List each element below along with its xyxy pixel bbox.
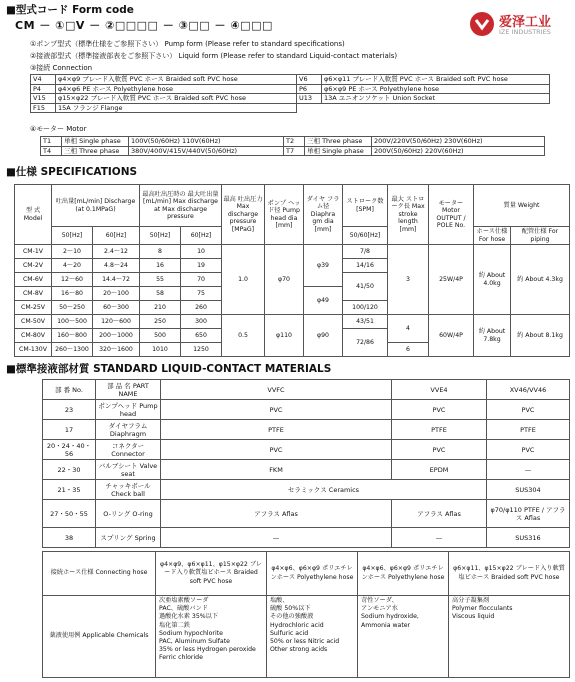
cell-d50: 12～60	[52, 273, 93, 287]
chem-line: アンモニア水	[361, 605, 398, 613]
table-row	[41, 137, 545, 147]
table-row	[31, 75, 550, 85]
chemicals-vvfc	[156, 596, 267, 678]
chem-line: 硫酸 50%以下	[270, 605, 311, 613]
table-row	[31, 103, 550, 113]
chem-line: 次亜塩素酸ソーダ	[159, 597, 209, 604]
cell-m50: 250	[140, 315, 181, 329]
cell-motor: 60W/4P	[429, 315, 474, 357]
cell-d50: 2～10	[52, 245, 93, 259]
col-part-no: 部 番 No.	[43, 380, 96, 400]
cell-m60: 19	[181, 259, 222, 273]
logo-text: 爱泽工业	[499, 15, 552, 30]
chem-line: Sulfuric acid	[270, 629, 309, 637]
cell-model: CM-6V	[15, 273, 52, 287]
cell-vve4: —	[392, 528, 487, 548]
cell-vvfc: アフラス Aflas	[161, 500, 392, 528]
cell-model: CM-50V	[15, 315, 52, 329]
cell-d60: 200～1000	[93, 329, 140, 343]
cell-vvfc-vve4: セラミックス Ceramics	[161, 480, 487, 500]
cell-part-name: ダイヤフラム Diaphragm	[96, 420, 161, 440]
conn-desc: 13A ユニオンソケット Union Socket	[322, 94, 550, 104]
cell-vvfc: PTFE	[161, 420, 392, 440]
cell-d50: 100～500	[52, 315, 93, 329]
conn-desc: 15A フランジ Flange	[56, 103, 297, 113]
cell-part-name: O-リング O-ring	[96, 500, 161, 528]
table-row	[43, 440, 570, 460]
col-60hz: 60[Hz]	[93, 227, 140, 245]
chem-line: PAC、硫酸バンド	[159, 605, 208, 613]
chem-line: Other strong acids	[270, 646, 328, 654]
conn-code: V6	[297, 75, 322, 85]
cell-d60: 2.4～12	[93, 245, 140, 259]
motor-voltage: 200V(50/60Hz) 220V(60Hz)	[372, 146, 545, 156]
cell-vvfc: PVC	[161, 400, 392, 420]
cell-vve4: PVC	[392, 440, 487, 460]
cell-diaphragm: φ90	[304, 315, 343, 357]
motor-code: T7	[284, 146, 305, 156]
motor-code: T1	[41, 137, 62, 147]
chem-line: Sodium hypochlorite	[159, 629, 223, 637]
chem-line: 苛性ソーダ、	[361, 597, 398, 604]
chem-line: PAC, Aluminum Sulfate	[159, 638, 230, 646]
connection-table	[30, 74, 550, 113]
cell-xv46: SUS304	[487, 480, 570, 500]
logo-mark-icon	[470, 12, 494, 36]
cell-xv46: PVC	[487, 400, 570, 420]
cell-weight-hose: 約 About 4.0kg	[474, 245, 511, 315]
cell-m50: 500	[140, 329, 181, 343]
col-weight: 質量 Weight	[474, 185, 570, 227]
cell-part-name: コネクター Connector	[96, 440, 161, 460]
cell-xv46: φ70/φ110 PTFE / アフラス Aflas	[487, 500, 570, 528]
cell-d50: 50～250	[52, 301, 93, 315]
col-50hz: 50[Hz]	[52, 227, 93, 245]
conn-hose-vvfc: φ4×φ9、φ6×φ11、φ15×φ22 ブレード入り軟質塩ビホース Braided soft PVC hose	[156, 552, 267, 596]
formcode-item-motor: ④モーター Motor	[30, 125, 87, 133]
table-row	[43, 480, 570, 500]
spec-table	[14, 184, 570, 357]
chemicals-acid	[267, 596, 358, 678]
chem-line: その他の強酸液	[270, 613, 314, 621]
cell-pump-head: φ110	[265, 315, 304, 357]
table-row	[41, 146, 545, 156]
cell-part-name: バルブシート Valve seat	[96, 460, 161, 480]
formcode-title: ■型式コード Form code	[6, 4, 134, 16]
conn-code: V15	[31, 94, 56, 104]
cell-model: CM-2V	[15, 259, 52, 273]
cell-m50: 55	[140, 273, 181, 287]
empty-cell	[322, 103, 550, 113]
cell-part-name: ポンプヘッド Pump head	[96, 400, 161, 420]
chem-line: Polymer flocculants	[452, 605, 513, 613]
cell-stroke-length: 6	[388, 343, 429, 357]
cell-stroke-length: 4	[388, 315, 429, 343]
chem-line: Sodium hydroxide,	[361, 613, 419, 621]
conn-code: V4	[31, 75, 56, 85]
hose-chemicals-table	[42, 551, 570, 678]
table-row	[43, 500, 570, 528]
cell-weight-piping: 約 About 8.1kg	[511, 315, 570, 357]
chemicals-xv46	[449, 596, 570, 678]
col-stroke-length: 最大 ストローク長 Max stroke length [mm]	[388, 185, 429, 245]
cell-m60: 10	[181, 245, 222, 259]
motor-voltage: 200V/220V(50/60Hz) 230V(60Hz)	[372, 137, 545, 147]
col-motor: モーター Motor OUTPUT / POLE No.	[429, 185, 474, 245]
cell-m60: 70	[181, 273, 222, 287]
conn-hose-vve4: φ4×φ6、φ6×φ9 ポリエチレンホース Polyethylene hose	[358, 552, 449, 596]
materials-table	[42, 379, 570, 548]
motor-phase: 三相 Three phase	[305, 137, 372, 147]
cell-m50: 1010	[140, 343, 181, 357]
motor-phase: 単相 Single phase	[305, 146, 372, 156]
cell-vve4: PVC	[392, 400, 487, 420]
col-5060hz: 50/60[Hz]	[343, 227, 388, 245]
cell-d50: 160～800	[52, 329, 93, 343]
cell-model: CM-25V	[15, 301, 52, 315]
cell-weight-hose: 約 About 7.8kg	[474, 315, 511, 357]
cell-part-name: スプリング Spring	[96, 528, 161, 548]
cell-part-no: 23	[43, 400, 96, 420]
cell-d50: 16～80	[52, 287, 93, 301]
chem-line: 50% or less Nitric acid	[270, 638, 340, 646]
conn-code: P6	[297, 84, 322, 94]
cell-d60: 14.4～72	[93, 273, 140, 287]
cell-d60: 60～300	[93, 301, 140, 315]
formcode-item-pump: ①ポンプ型式（標準仕様をご参照下さい） Pump form (Please refer to standard specifications)	[30, 40, 345, 48]
motor-code: T2	[284, 137, 305, 147]
conn-hose-pe: φ4×φ6、φ6×φ9 ポリエチレンホース Polyethylene hose	[267, 552, 358, 596]
conn-desc: φ4×φ6 PE ホース Polyethylene hose	[56, 84, 297, 94]
conn-desc: φ6×φ9 PE ホース Polyethylene hose	[322, 84, 550, 94]
col-for-piping: 配管仕様 For piping	[511, 227, 570, 245]
cell-d60: 320～1600	[93, 343, 140, 357]
cell-part-no: 20・24・40・56	[43, 440, 96, 460]
motor-voltage: 100V(50/60Hz) 110V(60Hz)	[129, 137, 284, 147]
materials-title: ■標準接液部材質 STANDARD LIQUID-CONTACT MATERIALS	[6, 363, 332, 375]
cell-stroke: 41/50	[343, 273, 388, 301]
chem-line: Viscous liquid	[452, 613, 495, 621]
conn-desc: φ15×φ22 ブレード入軟質 PVC ホース Braided soft PVC hose	[56, 94, 297, 104]
col-diaphragm: ダイヤ フラム径 Diaphra gm dia [mm]	[304, 185, 343, 245]
cell-pressure: 0.5	[222, 315, 265, 357]
col-pressure: 最高 吐出圧力 Max discharge pressure [MPaG]	[222, 185, 265, 245]
col-stroke: ストローク数 [SPM]	[343, 185, 388, 227]
chem-line: 高分子凝集剤	[452, 597, 490, 604]
table-row	[43, 528, 570, 548]
spec-title: ■仕様 SPECIFICATIONS	[6, 166, 138, 178]
cell-diaphragm: φ49	[304, 287, 343, 315]
cell-vvfc: FKM	[161, 460, 392, 480]
col-50hz: 50[Hz]	[140, 227, 181, 245]
cell-model: CM-8V	[15, 287, 52, 301]
chem-line: 過酸化水素 35%以下	[159, 613, 219, 621]
cell-m60: 1250	[181, 343, 222, 357]
col-model: 型 式 Model	[15, 185, 52, 245]
logo-subtext: IZE INDUSTRIES	[499, 28, 551, 36]
table-row	[43, 400, 570, 420]
company-logo	[470, 8, 570, 42]
cell-d60: 4.8～24	[93, 259, 140, 273]
cell-stroke: 7/8	[343, 245, 388, 259]
formcode-pattern: CM － ①□V － ②□□□□ － ③□□ － ④□□□	[15, 19, 273, 32]
conn-code: F15	[31, 103, 56, 113]
col-vvfc: VVFC	[161, 380, 392, 400]
cell-m60: 300	[181, 315, 222, 329]
motor-table	[40, 136, 545, 156]
cell-vve4: PTFE	[392, 420, 487, 440]
cell-xv46: PVC	[487, 440, 570, 460]
col-60hz: 60[Hz]	[181, 227, 222, 245]
cell-xv46: PTFE	[487, 420, 570, 440]
conn-desc: φ6×φ11 ブレード入軟質 PVC ホース Braided soft PVC hose	[322, 75, 550, 85]
cell-weight-piping: 約 About 4.3kg	[511, 245, 570, 315]
connecting-hose-label: 接続ホース仕様 Connecting hose	[43, 552, 156, 596]
conn-desc: φ4×φ9 ブレード入軟質 PVC ホース Braided soft PVC hose	[56, 75, 297, 85]
cell-d60: 20～100	[93, 287, 140, 301]
chem-line: Ammonia water	[361, 621, 411, 629]
formcode-item-liquid: ②接液部型式（標準接液部表をご参照下さい） Liquid form (Please refer to standard Liquid-contact materials)	[30, 52, 398, 60]
cell-part-no: 38	[43, 528, 96, 548]
chem-line: Hydrochloric acid	[270, 621, 324, 629]
empty-cell	[297, 103, 322, 113]
cell-model: CM-1V	[15, 245, 52, 259]
cell-stroke: 14/16	[343, 259, 388, 273]
table-row	[31, 84, 550, 94]
table-row	[43, 420, 570, 440]
conn-code: P4	[31, 84, 56, 94]
conn-hose-xv46: φ6×φ11、φ15×φ22 ブレード入り軟質塩ビホース Braided soft PVC hose	[449, 552, 570, 596]
chem-line: 塩化第二鉄	[159, 621, 190, 629]
table-row	[15, 315, 570, 329]
cell-stroke: 72/86	[343, 329, 388, 357]
cell-m50: 58	[140, 287, 181, 301]
col-max-discharge: 最高吐出圧時の 最大吐出量[mL/min] Max discharge at Max discharge pressure	[140, 185, 222, 227]
table-row	[43, 380, 570, 400]
table-row	[43, 460, 570, 480]
cell-xv46: SUS316	[487, 528, 570, 548]
cell-model: CM-130V	[15, 343, 52, 357]
cell-m60: 260	[181, 301, 222, 315]
cell-pump-head: φ70	[265, 245, 304, 315]
cell-pressure: 1.0	[222, 245, 265, 315]
cell-m50: 210	[140, 301, 181, 315]
cell-d50: 260～1300	[52, 343, 93, 357]
cell-diaphragm: φ39	[304, 245, 343, 287]
cell-part-no: 17	[43, 420, 96, 440]
col-vve4: VVE4	[392, 380, 487, 400]
table-row	[15, 185, 570, 227]
chemicals-vve4	[358, 596, 449, 678]
motor-voltage: 380V/400V/415V/440V(50/60Hz)	[129, 146, 284, 156]
motor-phase: 三相 Three phase	[62, 146, 129, 156]
cell-m60: 650	[181, 329, 222, 343]
cell-vvfc: —	[161, 528, 392, 548]
col-xv46: XV46/VV46	[487, 380, 570, 400]
cell-vve4: アフラス Aflas	[392, 500, 487, 528]
cell-stroke: 100/120	[343, 301, 388, 315]
cell-part-no: 27・50・55	[43, 500, 96, 528]
cell-m60: 75	[181, 287, 222, 301]
chem-line: 35% or less Hydrogen peroxide	[159, 646, 256, 654]
applicable-chemicals-label: 薬液使用例 Applicable Chemicals	[43, 596, 156, 678]
col-for-hose: ホース仕様 For hose	[474, 227, 511, 245]
col-discharge: 吐出量[mL/min] Discharge (at 0.1MPaG)	[52, 185, 140, 227]
conn-code: U13	[297, 94, 322, 104]
col-part-name: 部 品 名 PART NAME	[96, 380, 161, 400]
cell-vve4: EPDM	[392, 460, 487, 480]
motor-phase: 単相 Single phase	[62, 137, 129, 147]
table-row	[31, 94, 550, 104]
cell-vvfc: PVC	[161, 440, 392, 460]
table-row	[15, 245, 570, 259]
table-row	[43, 596, 570, 678]
cell-part-no: 22・30	[43, 460, 96, 480]
cell-m50: 8	[140, 245, 181, 259]
col-pump-head: ポンプ ヘッド径 Pump head dia [mm]	[265, 185, 304, 245]
cell-part-no: 21・35	[43, 480, 96, 500]
chem-line: Ferric chloride	[159, 654, 203, 662]
chem-line: 塩酸、	[270, 597, 289, 604]
formcode-item-connection: ③接続 Connection	[30, 64, 93, 72]
table-row	[43, 552, 570, 596]
cell-model: CM-80V	[15, 329, 52, 343]
cell-stroke-length: 3	[388, 245, 429, 315]
cell-d50: 4～20	[52, 259, 93, 273]
cell-stroke: 43/51	[343, 315, 388, 329]
cell-motor: 25W/4P	[429, 245, 474, 315]
cell-d60: 120～600	[93, 315, 140, 329]
motor-code: T4	[41, 146, 62, 156]
cell-xv46: —	[487, 460, 570, 480]
cell-part-name: チャッキボール Check ball	[96, 480, 161, 500]
cell-m50: 16	[140, 259, 181, 273]
